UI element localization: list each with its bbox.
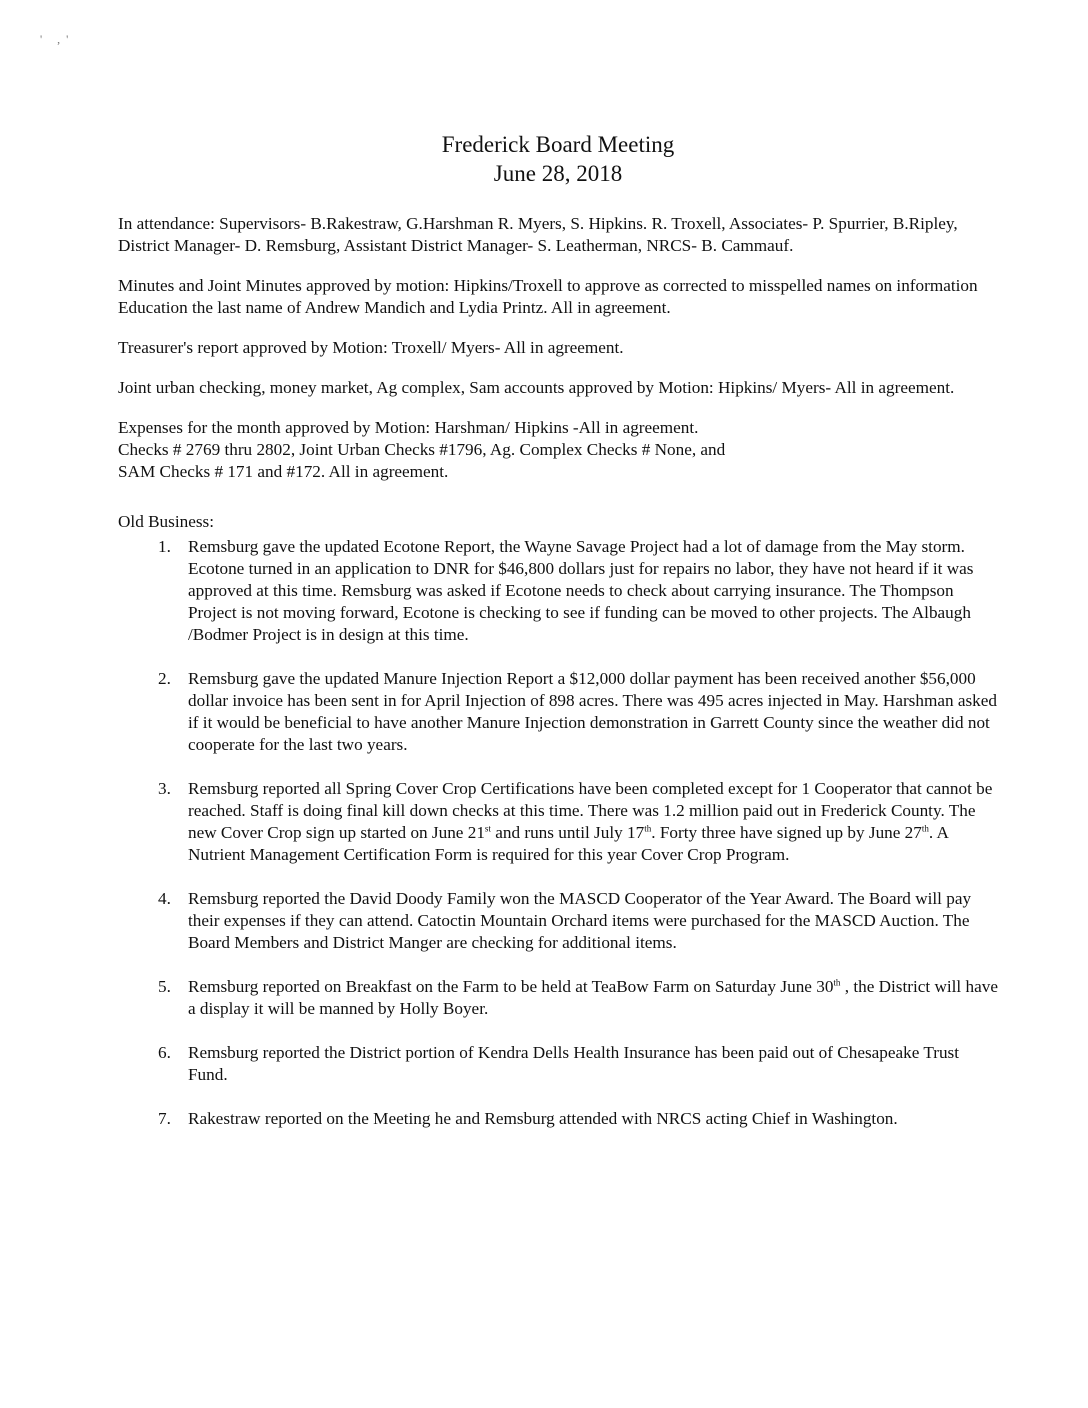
list-item bbox=[118, 668, 998, 756]
item-text-part: . Forty three have signed up by June 27 bbox=[651, 823, 922, 842]
expenses-line-1: Expenses for the month approved by Motion: Harshman/ Hipkins -All in agreement. bbox=[118, 418, 699, 437]
list-item bbox=[118, 536, 998, 646]
item-number: 2. bbox=[158, 669, 171, 688]
attendance-paragraph: In attendance: Supervisors- B.Rakestraw, G.Harshman R. Myers, S. Hipkins. R. Troxell, Associates- P. Spurrier, B.Ripley, District Manager- D. Remsburg, Assistant District Manager- S. Leatherman, NRCS- B. Cammauf. bbox=[118, 214, 958, 255]
old-business-heading: Old Business: bbox=[118, 512, 214, 531]
item-number: 7. bbox=[158, 1109, 171, 1128]
item-text bbox=[183, 778, 998, 866]
item-text: Remsburg gave the updated Manure Injection Report a $12,000 dollar payment has been received another $56,000 dollar invoice has been sent in for April Injection of 898 acres. There was 495 acres injected in May. Harshman asked if it would be beneficial to have another Manure Injection demonstration in Garrett County since the weather did not cooperate for the last two years. bbox=[188, 669, 997, 754]
item-text: Remsburg gave the updated Ecotone Report, the Wayne Savage Project had a lot of damage from the May storm. Ecotone turned in an application to DNR for $46,800 dollars just for repairs no labor, they have not heard if it was approved at this time. Remsburg was asked if Ecotone needs to check about carrying insurance. The Thompson Project is not moving forward, Ecotone is checking to see if funding can be moved to other projects. The Albaugh /Bodmer Project is in design at this time. bbox=[188, 537, 974, 644]
item-number: 1. bbox=[158, 537, 171, 556]
list-item bbox=[118, 976, 998, 1020]
document-page bbox=[118, 130, 998, 1152]
item-text-part: and runs until July 17 bbox=[490, 823, 645, 842]
expenses-line-3: SAM Checks # 171 and #172. All in agreement. bbox=[118, 462, 449, 481]
item-number: 6. bbox=[158, 1043, 171, 1062]
minutes-paragraph: Minutes and Joint Minutes approved by motion: Hipkins/Troxell to approve as corrected to misspelled names on information Education the last name of Andrew Mandich and Lydia Printz. All in agreement. bbox=[118, 276, 978, 317]
expenses-line-2: Checks # 2769 thru 2802, Joint Urban Checks #1796, Ag. Complex Checks # None, and bbox=[118, 440, 726, 459]
expenses-block bbox=[118, 417, 998, 483]
item-number: 3. bbox=[158, 779, 171, 798]
item-number: 4. bbox=[158, 889, 171, 908]
ordinal-suffix: th bbox=[644, 823, 652, 834]
meeting-title: Frederick Board Meeting bbox=[441, 132, 675, 157]
ordinal-suffix: th bbox=[833, 977, 841, 988]
ordinal-suffix: th bbox=[921, 823, 929, 834]
list-item bbox=[118, 778, 998, 866]
list-item bbox=[118, 888, 998, 954]
item-text: Remsburg reported the David Doody Family won the MASCD Cooperator of the Year Award. The Board will pay their expenses if they can attend. Catoctin Mountain Orchard items were purchased for the MASCD Auction. The Board Members and District Manger are checking for additional items. bbox=[188, 889, 972, 952]
joint-urban-paragraph: Joint urban checking, money market, Ag complex, Sam accounts approved by Motion: Hipkins/ Myers- All in agreement. bbox=[118, 378, 955, 397]
item-text: Remsburg reported the District portion of Kendra Dells Health Insurance has been paid out of Chesapeake Trust Fund. bbox=[188, 1043, 960, 1084]
item-text-part: , the District will have a display it will be manned by Holly Boyer. bbox=[188, 977, 998, 1018]
item-number: 5. bbox=[158, 977, 171, 996]
scan-artifact: ' ,' bbox=[40, 32, 75, 46]
item-text bbox=[183, 976, 998, 1020]
ordinal-suffix: st bbox=[484, 823, 491, 834]
item-text-part: . A Nutrient Management Certification Form is required for this year Cover Crop Program. bbox=[188, 823, 948, 864]
item-text-part: Remsburg reported all Spring Cover Crop Certifications have been completed except for 1 Cooperator that cannot be reached. Staff is doing final kill down checks at this time. There was 1.2 million paid out in Frederick County. The new Cover Crop sign up started on June 21 bbox=[188, 779, 993, 842]
item-text-part: Remsburg reported on Breakfast on the Farm to be held at TeaBow Farm on Saturday June 30 bbox=[188, 977, 834, 996]
treasurer-paragraph: Treasurer's report approved by Motion: Troxell/ Myers- All in agreement. bbox=[118, 338, 624, 357]
item-text: Rakestraw reported on the Meeting he and Remsburg attended with NRCS acting Chief in Washington. bbox=[188, 1109, 898, 1128]
meeting-date: June 28, 2018 bbox=[493, 161, 623, 186]
old-business-list bbox=[118, 536, 998, 1130]
list-item bbox=[118, 1042, 998, 1086]
list-item bbox=[118, 1108, 998, 1130]
document-title bbox=[118, 130, 998, 188]
